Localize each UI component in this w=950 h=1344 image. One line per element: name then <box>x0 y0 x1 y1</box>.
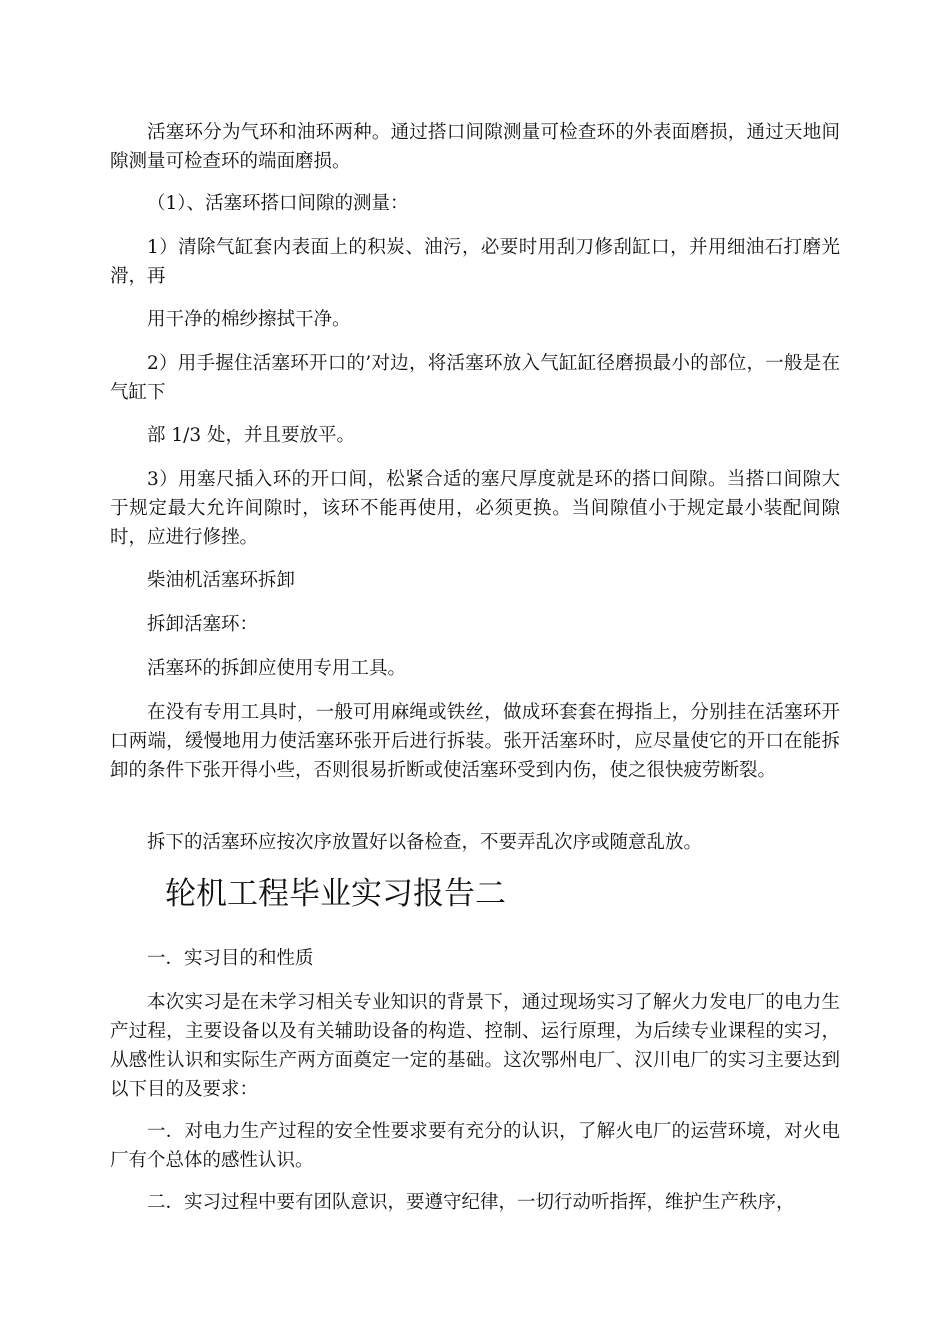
paragraph-disassembly-title: 柴油机活塞环拆卸 <box>147 570 296 591</box>
paragraph-step-1: 1）清除气缸套内表面上的积炭、油污，必要时用刮刀修刮缸口，并用细油石打磨光滑，再 <box>110 237 840 287</box>
paragraph-remove-ring: 拆卸活塞环： <box>147 614 259 635</box>
paragraph-special-tool: 活塞环的拆卸应使用专用工具。 <box>147 658 407 679</box>
paragraph-without-tool: 在没有专用工具时，一般可用麻绳或铁丝，做成环套套在拇指上，分别挂在活塞环开口两端，缓慢地用力使活塞环张开后进行拆装。张开活塞环时，应尽量使它的开口在能拆卸的条件下张开得小些，否则很易折断或使活塞环受到内伤，使之很快疲劳断裂。 <box>110 702 840 781</box>
paragraph-requirement-2: 二．实习过程中要有团队意识，要遵守纪律，一切行动听指挥，维护生产秩序， <box>147 1192 795 1213</box>
paragraph-gap-measurement-title: （1）、活塞环搭口间隙的测量： <box>147 193 409 214</box>
report-heading: 轮机工程毕业实习报告二 <box>165 876 506 912</box>
paragraph-purpose-body: 本次实习是在未学习相关专业知识的背景下，通过现场实习了解火力发电厂的电力生产过程，主要设备以及有关辅助设备的构造、控制、运行原理，为后续专业课程的实习，从感性认识和实际生产两方面奠定一定的基础。这次鄂州电厂、汉川电厂的实习主要达到以下目的及要求： <box>110 992 840 1100</box>
paragraph-step-2-continued: 部 1/3 处，并且要放平。 <box>147 425 356 446</box>
section-purpose-title: 一．实习目的和性质 <box>147 948 314 969</box>
paragraph-ring-types: 活塞环分为气环和油环两种。通过搭口间隙测量可检查环的外表面磨损，通过天地间隙测量可检查环的端面磨损。 <box>110 122 840 172</box>
paragraph-step-2: 2）用手握住活塞环开口的’对边，将活塞环放入气缸缸径磨损最小的部位，一般是在气缸下 <box>110 353 840 403</box>
paragraph-order-storage: 拆下的活塞环应按次序放置好以备检查，不要弄乱次序或随意乱放。 <box>147 832 703 853</box>
paragraph-step-1-continued: 用干净的棉纱擦拭干净。 <box>147 309 351 330</box>
paragraph-step-3: 3）用塞尺插入环的开口间，松紧合适的塞尺厚度就是环的搭口间隙。当搭口间隙大于规定最大允许间隙时，该环不能再使用，必须更换。当间隙值小于规定最小装配间隙时，应进行修挫。 <box>110 469 840 548</box>
paragraph-requirement-1: 一．对电力生产过程的安全性要求要有充分的认识，了解火电厂的运营环境，对火电厂有个总体的感性认识。 <box>110 1121 840 1171</box>
